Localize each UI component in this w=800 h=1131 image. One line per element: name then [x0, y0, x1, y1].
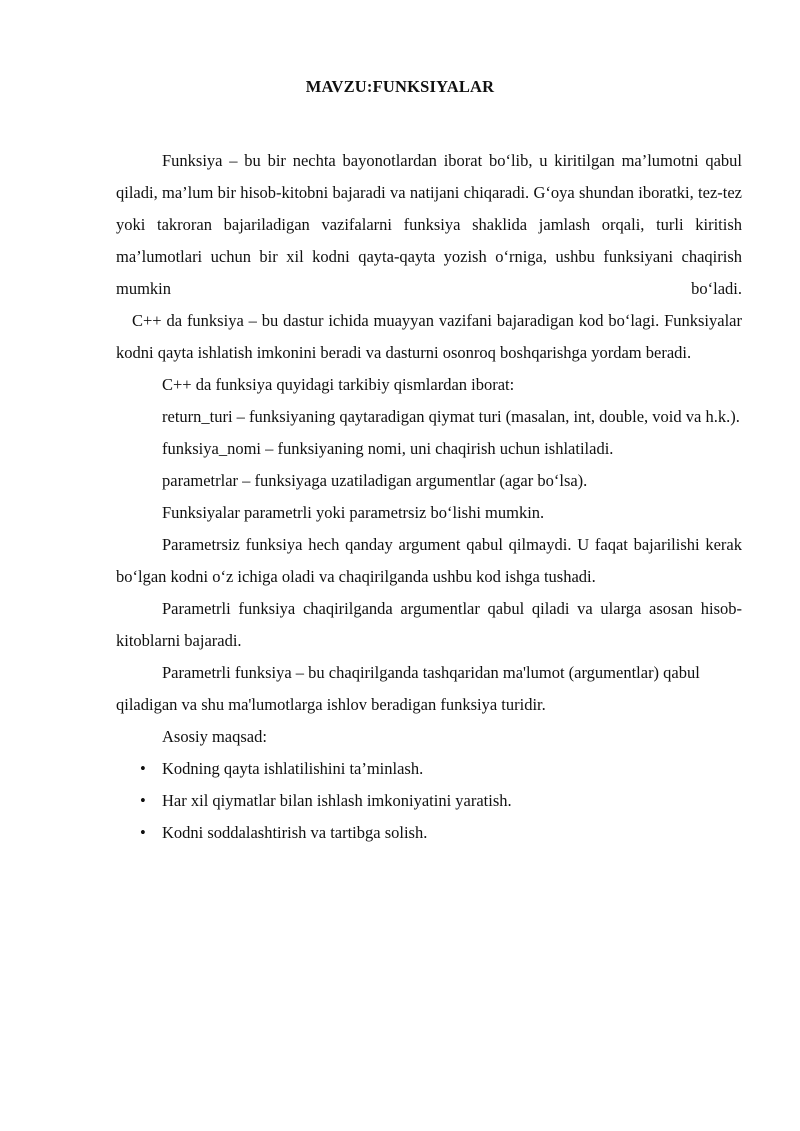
bullet-icon: • [140, 791, 146, 810]
paragraph-return-type: return_turi – funksiyaning qaytaradigan qiymat turi (masalan, int, double, void va h.k.). [162, 407, 740, 426]
page-title: MAVZU:FUNKSIYALAR [305, 77, 495, 96]
document-body [116, 145, 742, 849]
paragraph-param-definition: Parametrli funksiya – bu chaqirilganda tashqaridan ma'lumot (argumentlar) qabul qiladigan va shu ma'lumotlarga ishlov beradigan funksiya turidir. [116, 663, 700, 714]
paragraph-cpp-function: C++ da funksiya – bu dastur ichida muayyan vazifani bajaradigan kod bo‘lagi. Funksiyalar kodni qayta ishlatish imkonini beradi va dasturni osonroq boshqarishga yordam beradi. [116, 311, 742, 362]
paragraph-parameters: parametrlar – funksiyaga uzatiladigan argumentlar (agar bo‘lsa). [162, 471, 588, 490]
list-item [116, 785, 742, 817]
paragraph-with-params: Parametrli funksiya chaqirilganda argumentlar qabul qiladi va ularga asosan hisob-kitoblarni bajaradi. [116, 599, 742, 650]
paragraph-no-params: Parametrsiz funksiya hech qanday argument qabul qilmaydi. U faqat bajarilishi kerak bo‘lgan kodni o‘z ichiga oladi va chaqirilganda ushbu kod ishga tushadi. [116, 535, 742, 586]
goal-list [116, 753, 742, 849]
paragraph-param-kinds: Funksiyalar parametrli yoki parametrsiz bo‘lishi mumkin. [162, 503, 545, 522]
paragraph-components-intro: C++ da funksiya quyidagi tarkibiy qismlardan iborat: [162, 375, 515, 394]
paragraph-main-goal: Asosiy maqsad: [162, 727, 267, 746]
list-item [116, 817, 742, 849]
list-item-text: Kodni soddalashtirish va tartibga solish. [162, 823, 428, 842]
list-item [116, 753, 742, 785]
list-item-text: Kodning qayta ishlatilishini ta’minlash. [162, 759, 424, 778]
bullet-icon: • [140, 759, 146, 778]
bullet-icon: • [140, 823, 146, 842]
paragraph-definition: Funksiya – bu bir nechta bayonotlardan iborat bo‘lib, u kiritilgan ma’lumotni qabul qiladi, ma’lum bir hisob-kitobni bajaradi va natijani chiqaradi. G‘oya shundan iboratki, tez-tez yoki takroran bajariladigan vazifalarni funksiya shaklida jamlash orqali, turli kiritish ma’lumotlari uchun bir xil kodni qayta-qayta yozish o‘rniga, ushbu funksiyani chaqirish mumkin bo‘ladi. [116, 151, 742, 298]
paragraph-function-name: funksiya_nomi – funksiyaning nomi, uni chaqirish uchun ishlatiladi. [162, 439, 614, 458]
list-item-text: Har xil qiymatlar bilan ishlash imkoniyatini yaratish. [162, 791, 512, 810]
